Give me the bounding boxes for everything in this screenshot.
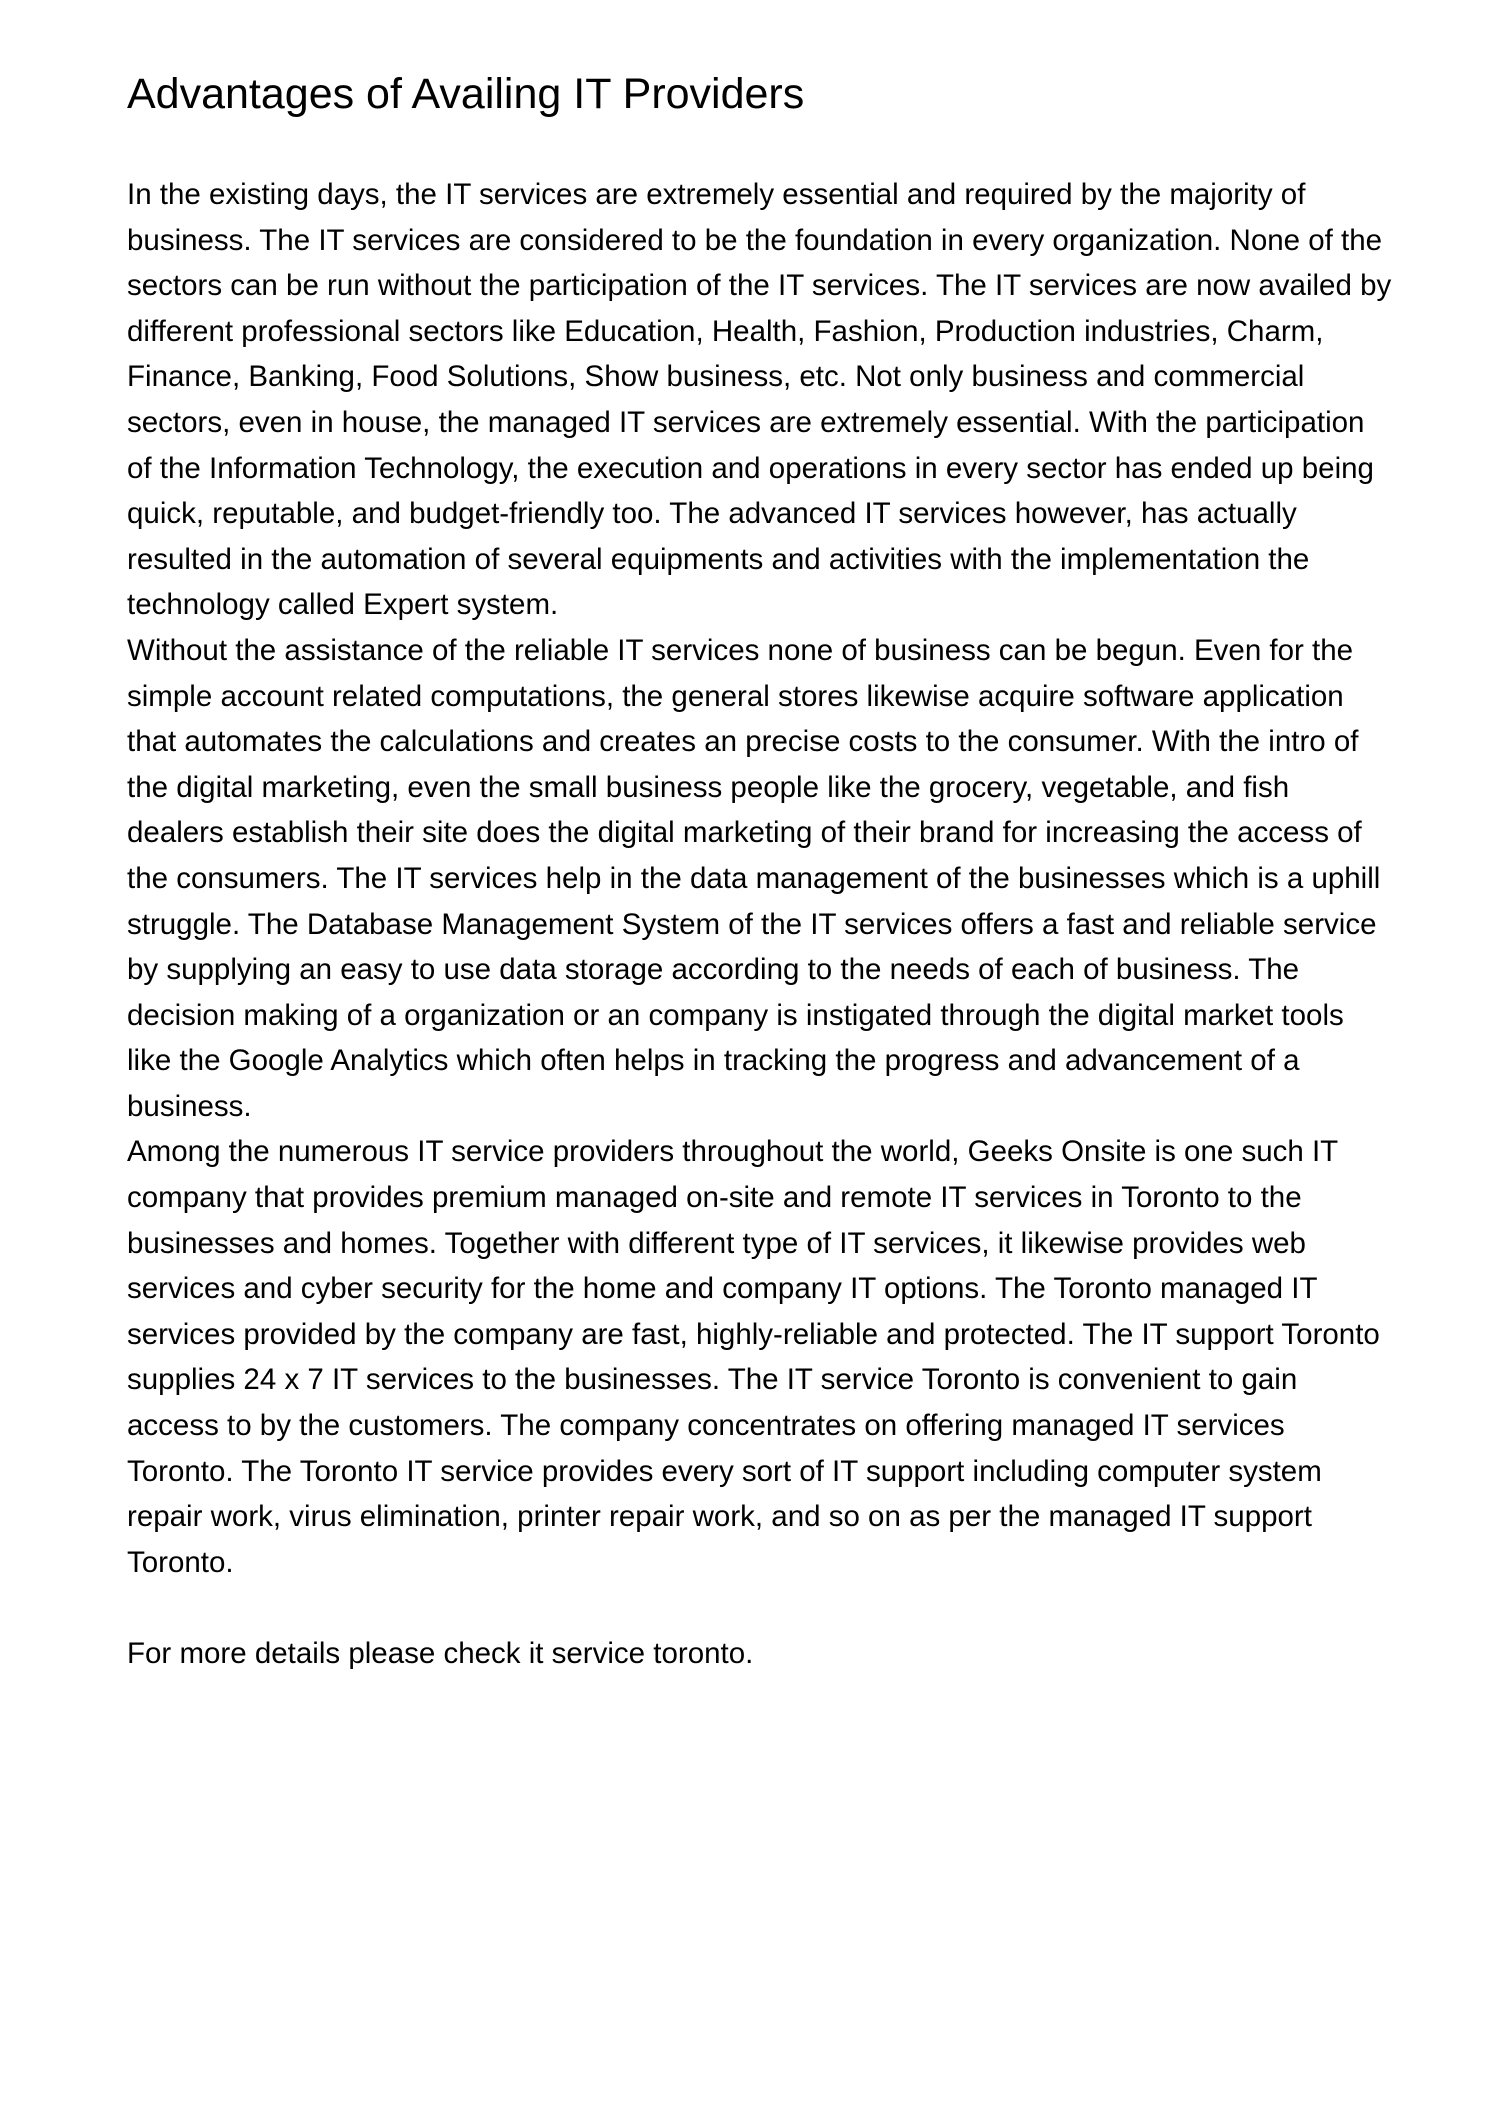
document-page xyxy=(127,0,1392,1677)
paragraph-2: Without the assistance of the reliable IT services none of business can be begun. Even for the simple account related computations, the general stores likewise acquire software application that automates the calculations and creates an precise costs to the consumer. With the intro of the digital marketing, even the small business people like the grocery, vegetable, and fish dealers establish their site does the digital marketing of their brand for increasing the access of the consumers. The IT services help in the data management of the businesses which is a uphill struggle. The Database Management System of the IT services offers a fast and reliable service by supplying an easy to use data storage according to the needs of each of business. The decision making of a organization or an company is instigated through the digital market tools like the Google Analytics which often helps in tracking the progress and advancement of a business. xyxy=(127,633,1381,1123)
paragraph-1: In the existing days, the IT services are extremely essential and required by the majority of business. The IT services are considered to be the foundation in every organization. None of the sectors can be run without the participation of the IT services. The IT services are now availed by different professional sectors like Education, Health, Fashion, Production industries, Charm, Finance, Banking, Food Solutions, Show business, etc. Not only business and commercial sectors, even in house, the managed IT services are extremely essential. With the participation of the Information Technology, the execution and operations in every sector has ended up being quick, reputable, and budget-friendly too. The advanced IT services however, has actually resulted in the automation of several equipments and activities with the implementation the technology called Expert system. xyxy=(127,178,1392,622)
document-title: Advantages of Availing IT Providers xyxy=(127,70,805,118)
paragraph-3: Among the numerous IT service providers throughout the world, Geeks Onsite is one such IT company that provides premium managed on-site and remote IT services in Toronto to the businesses and homes. Together with different type of IT services, it likewise provides web services and cyber security for the home and company IT options. The Toronto managed IT services provided by the company are fast, highly-reliable and protected. The IT support Toronto supplies 24 x 7 IT services to the businesses. The IT service Toronto is convenient to gain access to by the customers. The company concentrates on offering managed IT services Toronto. The Toronto IT service provides every sort of IT support including computer system repair work, virus elimination, printer repair work, and so on as per the managed IT support Toronto. xyxy=(127,1135,1380,1579)
closing-note: For more details please check it service toronto. xyxy=(127,1637,754,1670)
document-body xyxy=(127,172,1392,1585)
